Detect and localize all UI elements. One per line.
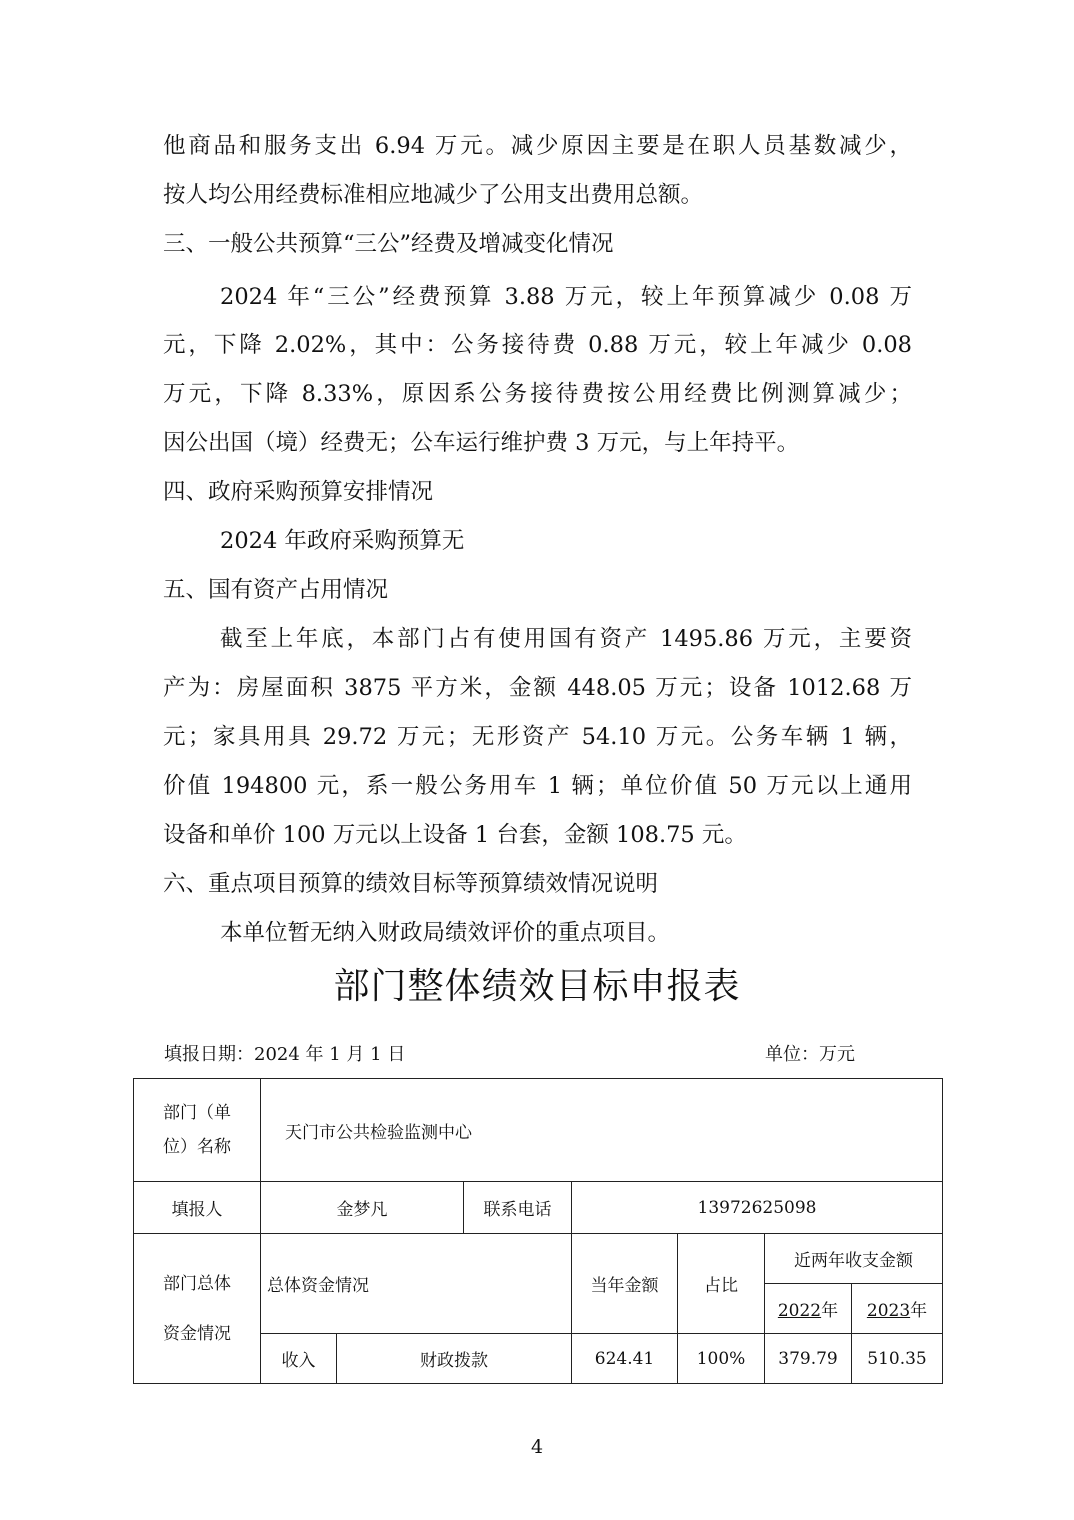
table-row	[134, 1079, 943, 1182]
two-year-header: 近两年收支金额	[765, 1234, 943, 1284]
fill-date: 填报日期：2024 年 1 月 1 日	[164, 1044, 406, 1065]
paragraph-line: 他商品和服务支出 6.94 万元。减少原因主要是在职人员基数减少，	[163, 133, 912, 159]
paragraph-line: 价值 194800 元，系一般公务用车 1 辆；单位价值 50 万元以上通用	[163, 773, 912, 799]
reporter-label: 填报人	[134, 1182, 261, 1234]
paragraph-line: 产为：房屋面积 3875 平方米，金额 448.05 万元；设备 1012.68 万	[163, 675, 912, 701]
current-amount-header: 当年金额	[572, 1234, 678, 1334]
phone-value: 13972625098	[572, 1182, 943, 1234]
dept-name-label: 部门（单 位）名称	[134, 1079, 261, 1182]
table-row	[134, 1182, 943, 1234]
paragraph-line: 万元，下降 8.33%，原因系公务接待费按公用经费比例测算减少；	[163, 381, 912, 407]
phone-label: 联系电话	[464, 1182, 572, 1234]
year-2023-header: 2023年	[852, 1284, 943, 1334]
paragraph-line: 设备和单价 100 万元以上设备 1 台套，金额 108.75 元。	[163, 822, 747, 848]
page-number: 4	[530, 1436, 544, 1458]
paragraph-line: 按人均公用经费标准相应地减少了公用支出费用总额。	[163, 182, 704, 208]
unit-label: 单位：万元	[765, 1044, 855, 1065]
form-title: 部门整体绩效目标申报表	[333, 966, 741, 1007]
ratio-header: 占比	[678, 1234, 765, 1334]
table-row	[134, 1234, 943, 1284]
income-2023: 510.35	[852, 1334, 943, 1384]
paragraph-line: 元；家具用具 29.72 万元；无形资产 54.10 万元。公务车辆 1 辆，	[163, 724, 912, 750]
income-label: 收入	[261, 1334, 337, 1384]
dept-name-value: 天门市公共检验监测中心	[261, 1079, 943, 1182]
income-item: 财政拨款	[337, 1334, 572, 1384]
income-2022: 379.79	[765, 1334, 852, 1384]
income-amount: 624.41	[572, 1334, 678, 1384]
funds-overall-label: 总体资金情况	[261, 1234, 572, 1334]
paragraph-line: 2024 年“三公”经费预算 3.88 万元，较上年预算减少 0.08 万	[220, 284, 912, 310]
year-2022-header: 2022年	[765, 1284, 852, 1334]
reporter-value: 金梦凡	[261, 1182, 464, 1234]
paragraph-line: 2024 年政府采购预算无	[220, 528, 465, 554]
income-ratio: 100%	[678, 1334, 765, 1384]
section-heading: 六、重点项目预算的绩效目标等预算绩效情况说明	[163, 871, 659, 897]
section-heading: 五、国有资产占用情况	[163, 577, 389, 603]
paragraph-line: 元，下降 2.02%，其中：公务接待费 0.88 万元，较上年减少 0.08	[163, 332, 912, 358]
section-heading: 四、政府采购预算安排情况	[163, 479, 434, 505]
paragraph-line: 本单位暂无纳入财政局绩效评价的重点项目。	[220, 920, 671, 946]
funds-label: 部门总体 资金情况	[134, 1234, 261, 1384]
paragraph-line: 截至上年底，本部门占有使用国有资产 1495.86 万元，主要资	[220, 626, 912, 652]
paragraph-line: 因公出国（境）经费无；公车运行维护费 3 万元，与上年持平。	[163, 430, 800, 456]
performance-table	[133, 1078, 943, 1384]
section-heading: 三、一般公共预算“三公”经费及增减变化情况	[163, 231, 614, 257]
